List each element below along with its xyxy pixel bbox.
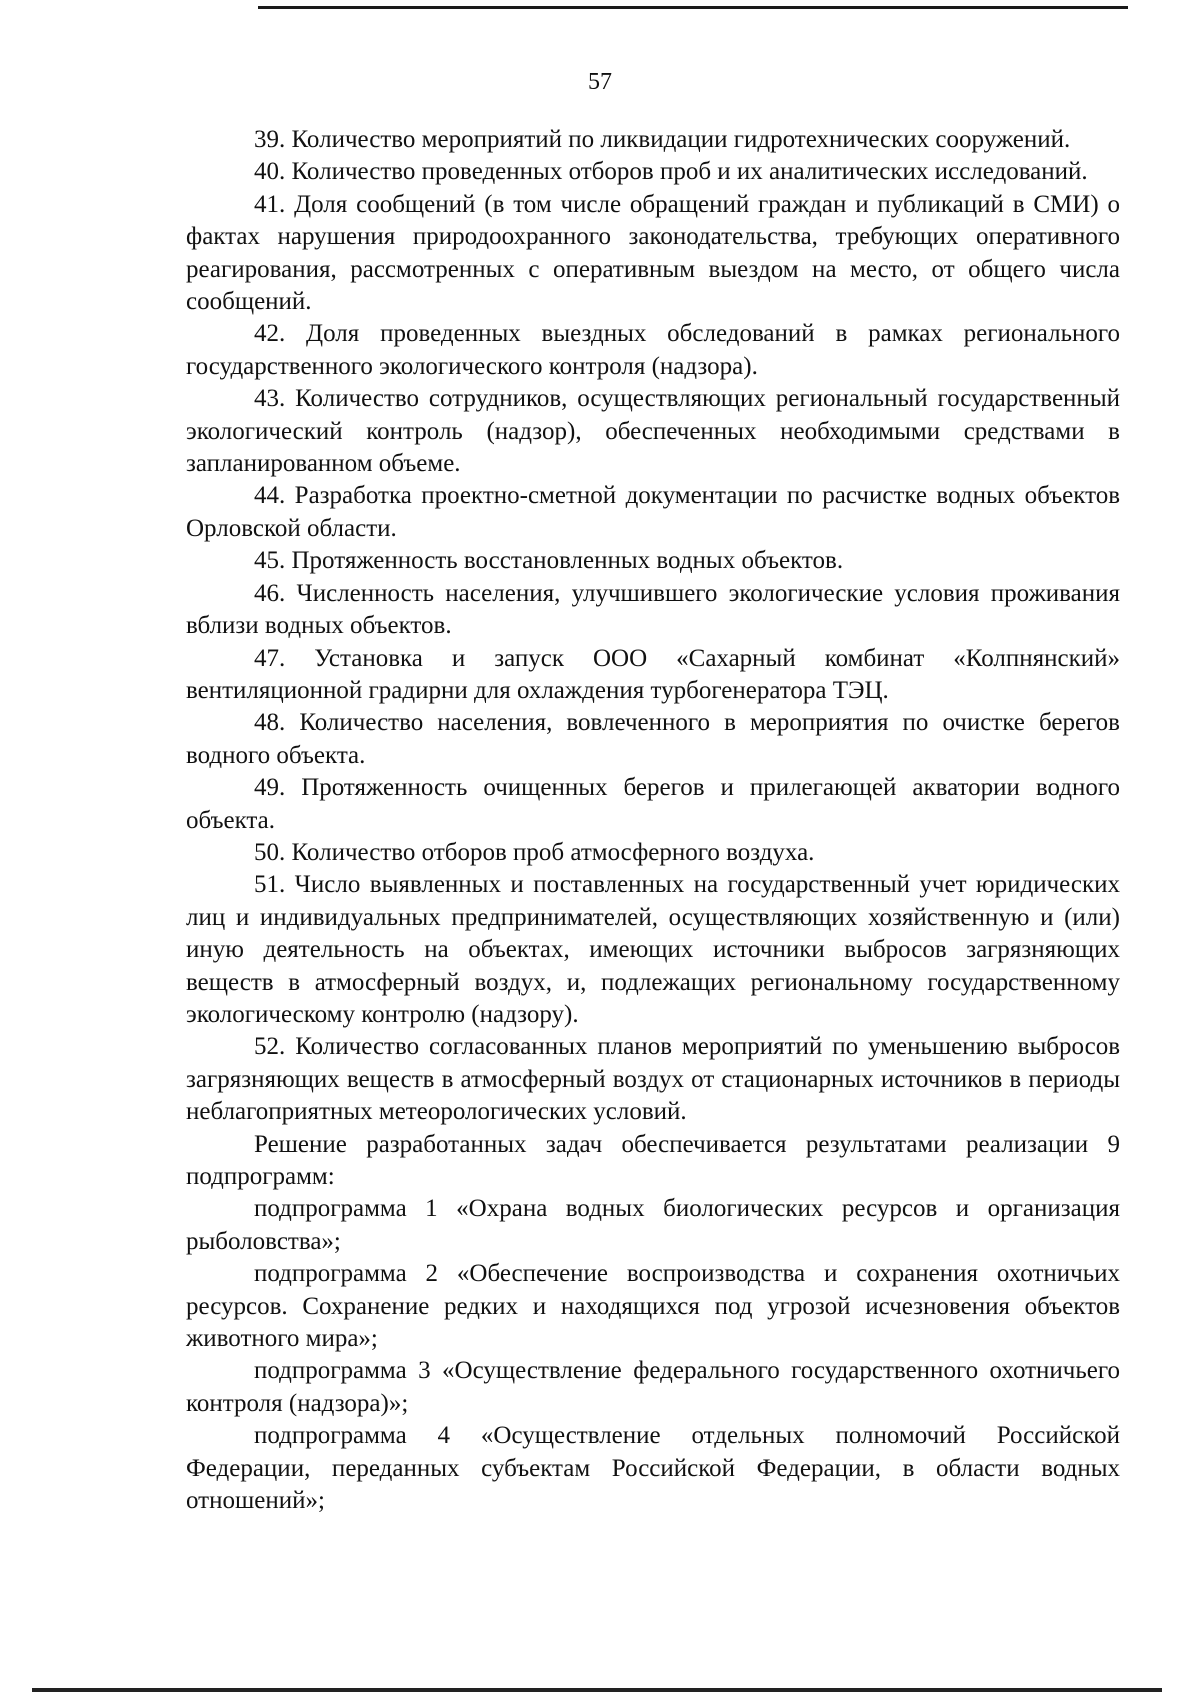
paragraph-item-43: 43. Количество сотрудников, осуществляющих региональный государственный экологический контроль (надзор), обеспеченных необходимыми средствами в запланированном объеме. <box>186 385 1120 478</box>
paragraph-item-44: 44. Разработка проектно-сметной документации по расчистке водных объектов Орловской области. <box>186 482 1120 542</box>
paragraph-item-39: 39. Количество мероприятий по ликвидации гидротехнических сооружений. <box>254 126 1071 153</box>
paragraph-item-45: 45. Протяженность восстановленных водных объектов. <box>254 547 844 575</box>
document-body <box>186 124 1120 1517</box>
paragraph-solution-intro: Решение разработанных задач обеспечивается результатами реализации 9 подпрограмм: <box>186 1130 1120 1190</box>
top-scan-border <box>258 6 1128 9</box>
paragraph-item-41: 41. Доля сообщений (в том числе обращений граждан и публикаций в СМИ) о фактах нарушения природоохранного законодательства, требующих оперативного реагирования, рассмотренных с оперативным выездом на место, от общего числа сообщений. <box>186 190 1120 316</box>
paragraph-subprogram-3: подпрограмма 3 «Осуществление федерального государственного охотничьего контроля (надзора)»; <box>186 1357 1120 1417</box>
paragraph-item-40: 40. Количество проведенных отборов проб и их аналитических исследований. <box>254 158 1088 186</box>
paragraph-subprogram-1: подпрограмма 1 «Охрана водных биологических ресурсов и организация рыболовства»; <box>186 1195 1120 1255</box>
page-number: 57 <box>588 69 612 95</box>
paragraph-item-51: 51. Число выявленных и поставленных на государственный учет юридических лиц и индивидуальных предпринимателей, осуществляющих хозяйственную и (или) иную деятельность на объектах, имеющих источники выбросов загрязняющих веществ в атмосферный воздух, и, подлежащих региональному государственному экологическому контролю (надзору). <box>186 871 1120 1028</box>
paragraph-item-52: 52. Количество согласованных планов мероприятий по уменьшению выбросов загрязняющих веществ в атмосферный воздух от стационарных источников в периоды неблагоприятных метеорологических условий. <box>186 1033 1120 1126</box>
paragraph-subprogram-2: подпрограмма 2 «Обеспечение воспроизводства и сохранения охотничьих ресурсов. Сохранение редких и находящихся под угрозой исчезновения объектов животного мира»; <box>186 1260 1120 1353</box>
paragraph-item-42: 42. Доля проведенных выездных обследований в рамках регионального государственного экологического контроля (надзора). <box>186 320 1120 380</box>
paragraph-item-48: 48. Количество населения, вовлеченного в мероприятия по очистке берегов водного объекта. <box>186 709 1120 769</box>
paragraph-item-47: 47. Установка и запуск ООО «Сахарный комбинат «Колпнянский» вентиляционной градирни для охлаждения турбогенератора ТЭЦ. <box>186 644 1120 704</box>
paragraph-item-49: 49. Протяженность очищенных берегов и прилегающей акватории водного объекта. <box>186 774 1120 834</box>
bottom-scan-border <box>32 1688 1162 1692</box>
paragraph-subprogram-4: подпрограмма 4 «Осуществление отдельных полномочий Российской Федерации, переданных субъектам Российской Федерации, в области водных отношений»; <box>186 1422 1120 1515</box>
paragraph-item-46: 46. Численность населения, улучшившего экологические условия проживания вблизи водных объектов. <box>186 579 1120 640</box>
paragraph-item-50: 50. Количество отборов проб атмосферного воздуха. <box>254 838 815 866</box>
